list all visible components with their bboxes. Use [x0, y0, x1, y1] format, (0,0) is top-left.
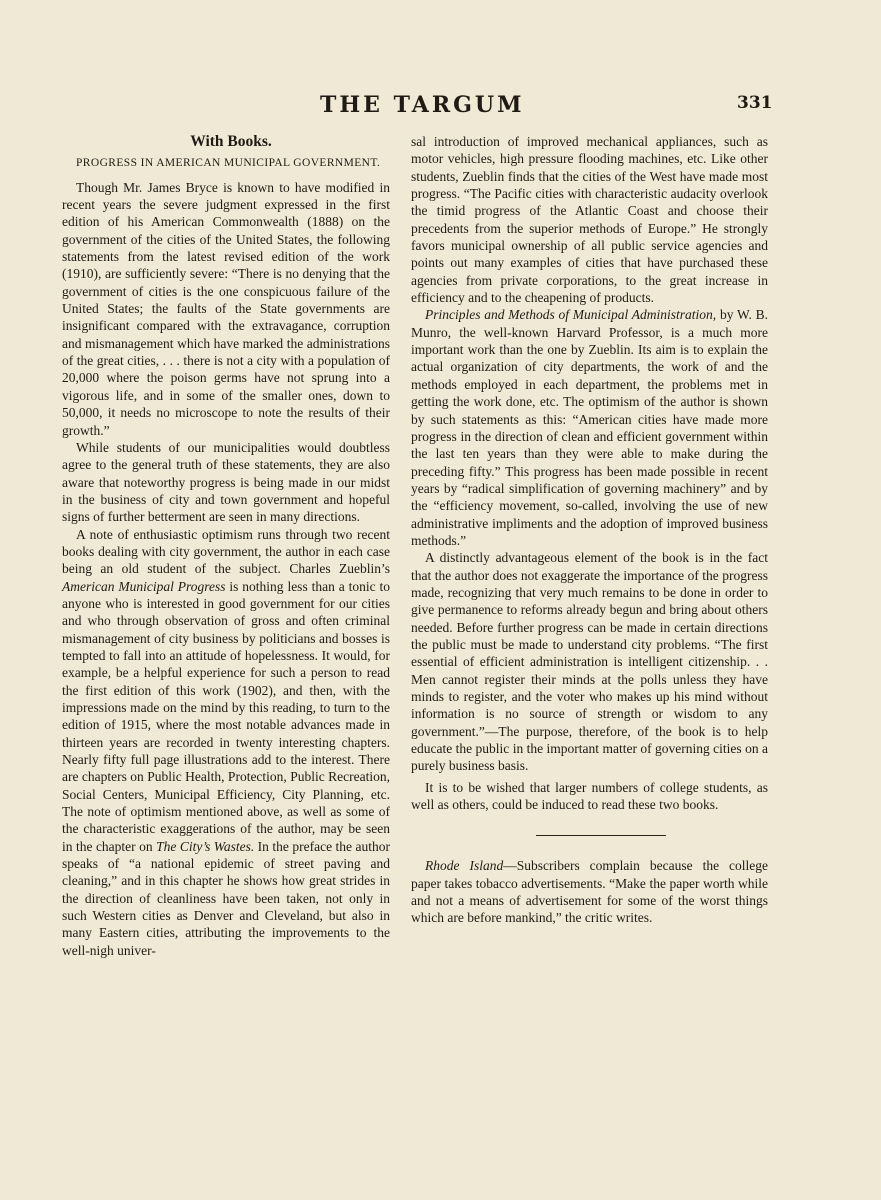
paragraph-rhode-island: [411, 857, 768, 926]
chapter-title-citys-wastes: The City’s Wastes.: [156, 838, 255, 854]
paragraph-munro-text: by W. B. Munro, the well-known Harvard Professor, is a much more important work than the one by Zueblin. Its aim is to explain the actual organization of city departments, the work of and the methods employed in each department, the problems met in getting the work done, etc. The optimism of the author is shown by such statements as this: “American cities have made more progress in the direction of clean and efficient government within the last ten years than they were able to make during the preceding fifty.” This progress has been made possible in recent years by “radical simplification of governing machinery” and by the “efficiency movement, so-called, involving the use of new administrative impliments and the adoption of improved business methods.”: [411, 307, 768, 548]
paragraph-bryce: Though Mr. James Bryce is known to have modified in recent years the severe judgment expressed in the first edition of his American Commonwealth (1888) on the government of the cities of the United States, the following statements from the latest revised edition of the work (1910), are sufficiently severe: “There is no denying that the government of cities is the one conspicuous failure of the United States; the faults of the State governments are insignificant compared with the extravagance, corruption and mismanagement which have marked the administrations of the great cities, . . . there is not a city with a population of 20,000 where the poison germs have not sprung into a vigorous life, and in some of the smaller ones, down to 50,000, it needs no microscope to note the results of their growth.”: [62, 179, 390, 438]
right-column: [411, 133, 768, 927]
section-subheading: PROGRESS IN AMERICAN MUNICIPAL GOVERNMENT.: [76, 157, 381, 170]
section-heading: With Books.: [190, 133, 272, 150]
paragraph-conclusion: It is to be wished that larger numbers of college students, as well as others, could be induced to read these two books.: [411, 779, 768, 813]
book-title-american-municipal-progress: American Municipal Progress: [62, 578, 226, 594]
left-column: [62, 133, 390, 959]
paragraph-students: While students of our municipalities would doubtless agree to the general truth of these statements, they are also aware that noteworthy progress is being made in our midst in the business of city and town government and hopeful signs of further betterment are seen in many directions.: [62, 439, 390, 525]
paragraph-advantageous: A distinctly advantageous element of the book is in the fact that the author does not exaggerate the importance of the progress made, recognizing that very much remains to be done in order to give permanence to reforms already begun and bring about others needed. Before further progress can be made in certain directions the public must be made to understand city problems. “The first essential of efficient administration is intelligent citizenship. . . Men cannot register their minds at the polls unless they have minds to register, and the voter who makes up his mind without information is no source of strength or wisdom to any government.”—The purpose, therefore, of the book is to help educate the public in the important matter of governing cities on a purely business basis.: [411, 550, 768, 774]
journal-title: THE TARGUM: [320, 92, 525, 118]
section-divider: [536, 835, 666, 836]
page-number: 331: [737, 93, 773, 113]
paragraph-munro: [411, 306, 768, 549]
place-rhode-island: Rhode Island: [425, 858, 504, 874]
paragraph-zueblin-text-a: A note of enthusiastic optimism runs through two recent books dealing with city government, the author in each case being an old student of the subject. Charles Zueblin’s: [62, 526, 390, 577]
paragraph-rhode-island-text: —Subscribers complain because the college paper takes tobacco advertisements. “Make the paper worth while and not a means of advertisement for some of the worst things which are before mankind,” the critic writes.: [411, 858, 768, 926]
book-title-principles-and-methods: Principles and Methods of Municipal Administration,: [425, 307, 717, 323]
paragraph-zueblin-text-c: In the preface the author speaks of “a national epidemic of street paving and cleaning,” and in this chapter he shows how great strides in the direction of cleanliness have been taken, not only in such Western cities as Denver and Cleveland, but also in many Eastern cities, attributing the improvements to the well-nigh univer-: [62, 838, 390, 958]
paragraph-zueblin-text-b: is nothing less than a tonic to anyone who is interested in good government for our cities and who through observation of gross and often criminal mismanagement of city business by politicians and bosses is tempted to fall into an attitude of hopelessness. It would, for example, be a helpful experience for such a person to read the first edition of this work (1902), and then, with the impressions made on the mind by this reading, to turn to the edition of 1915, where the most notable advances made in thirteen years are recorded in twenty interesting chapters. Nearly fifty full page illustrations add to the interest. There are chapters on Public Health, Protection, Public Recreation, Social Centers, Municipal Efficiency, City Planning, etc. The note of optimism mentioned above, as well as some of the characteristic exaggerations of the author, may be seen in the chapter on: [62, 578, 390, 854]
paragraph-zueblin-continued: sal introduction of improved mechanical appliances, such as motor vehicles, high pressure flooding machines, etc. Like other students, Zueblin finds that the cities of the West have made most progress. “The Pacific cities with characteristic audacity overlook the timid progress of the Atlantic Coast and choose their precedents from the superior methods of Europe.” He strongly favors municipal ownership of all public service agencies and points out many examples of cities that have purchased these agencies from private corporations, to the great increase in efficiency and to the cheapening of products.: [411, 134, 768, 306]
paragraph-zueblin: [62, 526, 390, 960]
running-head: [0, 92, 881, 124]
